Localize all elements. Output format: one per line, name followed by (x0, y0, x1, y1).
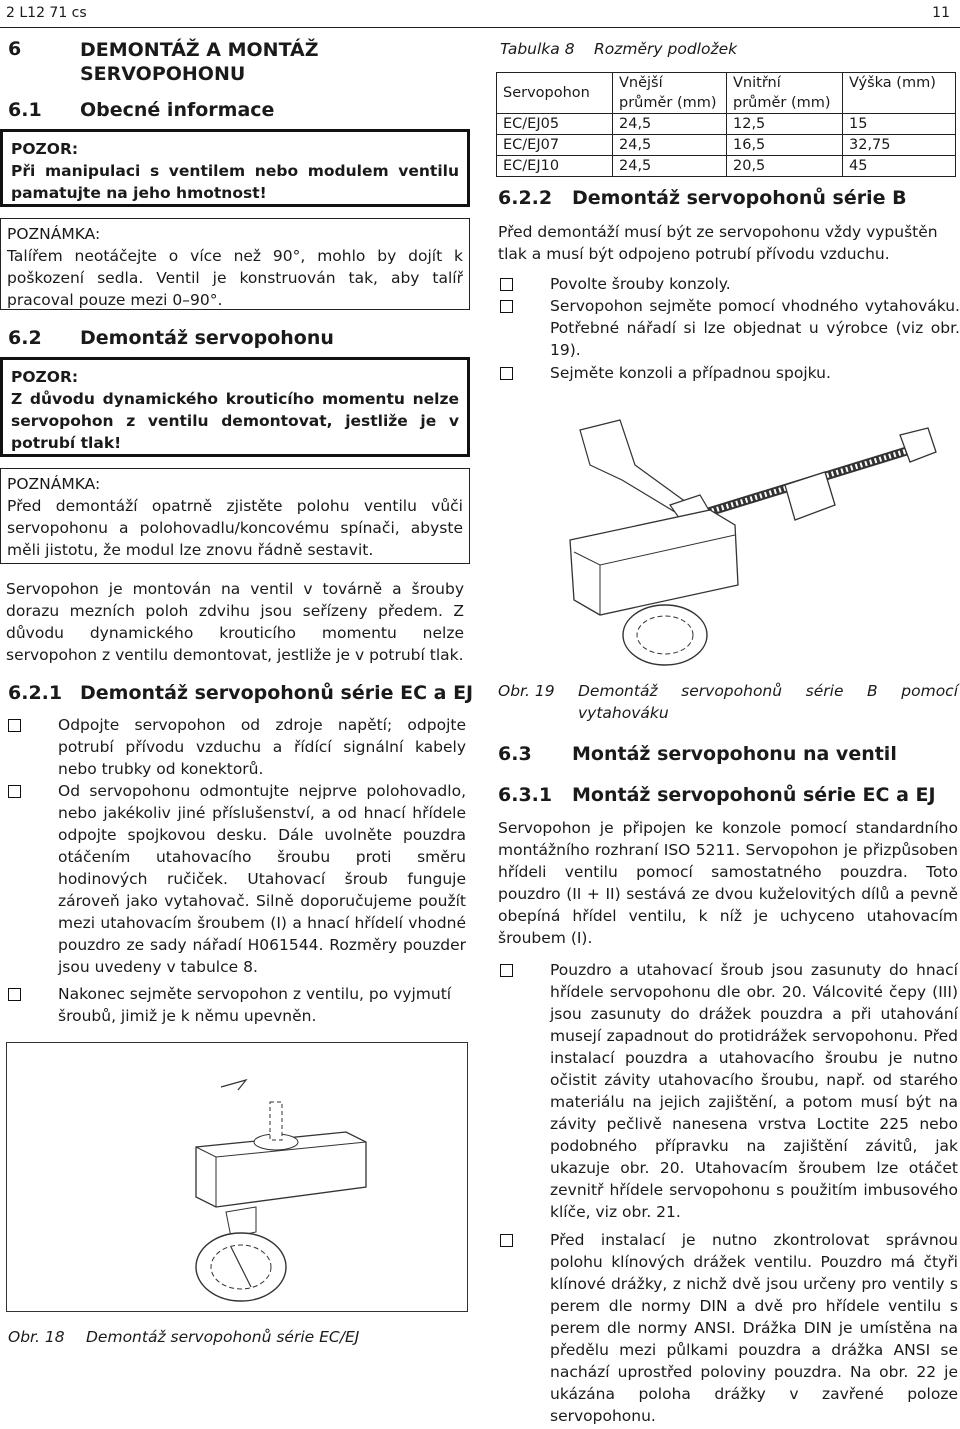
table-cell: 12,5 (727, 114, 843, 135)
note-box-position (0, 468, 470, 564)
table-8-number: Tabulka 8 (500, 40, 575, 58)
section-6-3-1-number: 6.3.1 (498, 784, 553, 806)
checkbox-icon (8, 785, 21, 798)
checkbox-icon (500, 1234, 513, 1247)
section-6-2-title: Demontáž servopohonu (80, 327, 334, 349)
list-item: Odpojte servopohon od zdroje napětí; odpojte potrubí přívodu vzduchu a řídící signální kabely nebo trubky od konektorů. (58, 716, 466, 778)
checkbox-icon (8, 988, 21, 1001)
table-row (497, 156, 956, 177)
note-text: Před demontáží opatrně zjistěte polohu ventilu vůči servopohonu a polohovadlu/koncovému spínači, abyste měli jistotu, že modul lze znovu řádně sestavit. (7, 497, 463, 559)
table-cell: 15 (843, 114, 956, 135)
caution-text: Z důvodu dynamického krouticího momentu nelze servopohon z ventilu demontovat, jestliže je v potrubí tlak! (11, 390, 459, 452)
caution-box-pressure (0, 357, 470, 457)
table-cell: 45 (843, 156, 956, 177)
figure-18-caption: Demontáž servopohonů série EC/EJ (86, 1328, 360, 1346)
note-text: Talířem neotáčejte o více než 90°, mohlo by dojít k poškození sedla. Ventil je konstruován tak, aby talíř pracoval pouze mezi 0–90°. (7, 247, 463, 309)
table-8-title: Rozměry podložek (594, 40, 738, 58)
figure-19-caption: Demontáž servopohonů série B pomocí vytahováku (578, 682, 958, 722)
table-header-cell: Vnější průměr (mm) (613, 73, 727, 114)
document-code: 2 L12 71 cs (6, 5, 87, 21)
list-item: Servopohon sejměte pomocí vhodného vytahováku. Potřebné nářadí si lze objednat u výrobce (viz obr. 19). (550, 297, 960, 359)
table-row (497, 135, 956, 156)
table-cell: EC/EJ07 (497, 135, 613, 156)
note-box-rotation (0, 218, 470, 310)
table-header-cell: Výška (mm) (843, 73, 956, 114)
section-6-number: 6 (8, 38, 22, 60)
caution-text: Při manipulaci s ventilem nebo modulem ventilu pamatujte na jeho hmotnost! (11, 162, 459, 202)
note-label: POZNÁMKA: (7, 225, 101, 243)
list-item: Od servopohonu odmontujte nejprve polohovadlo, nebo jakékoliv jiné příslušenství, a od hnací hřídele odpojte spojkovou desku. Dále uvolněte pouzdra otáčením utahovacího šroubu proti směru hodinových ručiček. Utahovací šroub funguje zároveň jako vytahovač. Silně doporučujeme použít mezi utahovacím šroubem (I) a hnací hřídelí vhodné pouzdro ze sady nářadí H061544. Rozměry pouzder jsou uvedeny v tabulce 8. (58, 782, 466, 976)
table-cell: 24,5 (613, 114, 727, 135)
caution-label: POZOR: (11, 368, 79, 386)
table-header-row (497, 73, 956, 114)
caution-box-handling (0, 129, 470, 207)
section-6-2-1-number: 6.2.1 (8, 682, 63, 704)
list-item: Povolte šrouby konzoly. (550, 275, 731, 293)
table-header-cell: Vnitřní průměr (mm) (727, 73, 843, 114)
checkbox-icon (500, 367, 513, 380)
table-cell: 24,5 (613, 156, 727, 177)
dimensions-table (496, 72, 956, 177)
checkbox-icon (500, 300, 513, 313)
section-6-2-2-number: 6.2.2 (498, 187, 553, 209)
table-cell: 16,5 (727, 135, 843, 156)
section-6-3-1-intro: Servopohon je připojen ke konzole pomocí standardního montážního rozhraní ISO 5211. Servopohon je přizpůsoben hřídeli ventilu pomocí samostatného pouzdra. Toto pouzdro (II + II) sestává ze dvou kuželovitých dílů a pevně obepíná hřídel ventilu, k níž je uchyceno utahovacím šroubem (I). (498, 819, 958, 947)
paragraph-factory-mounting: Servopohon je montován na ventil v továrně a šrouby dorazu mezních poloh zdvihu jsou seřízeny předem. Z důvodu dynamického krouticího momentu nelze servopohon z ventilu demontovat, jestliže je v potrubí tlak. (6, 580, 464, 664)
figure-19-number: Obr. 19 (498, 682, 555, 700)
section-6-3-1-title: Montáž servopohonů série EC a EJ (572, 784, 936, 806)
section-6-3-title: Montáž servopohonu na ventil (572, 743, 897, 765)
table-cell: EC/EJ10 (497, 156, 613, 177)
figure-19-puller-illustration (560, 410, 960, 670)
figure-18-number: Obr. 18 (8, 1328, 65, 1346)
note-label: POZNÁMKA: (7, 475, 101, 493)
table-cell: 24,5 (613, 135, 727, 156)
section-6-3-number: 6.3 (498, 743, 532, 765)
section-6-2-1-title: Demontáž servopohonů série EC a EJ (80, 682, 474, 704)
section-6-title: DEMONTÁŽ A MONTÁŽ SERVOPOHONU (80, 39, 319, 85)
section-6-1-title: Obecné informace (80, 99, 275, 121)
table-row (497, 114, 956, 135)
checkbox-icon (500, 278, 513, 291)
table-header-cell: Servopohon (497, 73, 613, 114)
figure-18-actuator-removal-illustration (6, 1042, 468, 1312)
list-item: Sejměte konzoli a případnou spojku. (550, 364, 831, 382)
section-6-2-number: 6.2 (8, 327, 42, 349)
table-cell: EC/EJ05 (497, 114, 613, 135)
section-6-2-2-title: Demontáž servopohonů série B (572, 187, 907, 209)
section-6-1-number: 6.1 (8, 99, 42, 121)
header-divider (0, 27, 960, 28)
checkbox-icon (500, 964, 513, 977)
caution-label: POZOR: (11, 140, 79, 158)
list-item: Před instalací je nutno zkontrolovat správnou polohu klínových drážek ventilu. Pouzdro má čtyři klínové drážky, z nichž dvě jsou určeny pro ventily s perem dle normy DIN a dvě pro hřídele ventilu s perem dle normy ANSI. Drážka DIN je umístěna na předělu mezi půlkami pouzdra a drážka ANSI se nachází uprostřed poloviny pouzdra. Na obr. 22 je ukázána poloha drážky v zavřené poloze servopohonu. (550, 1231, 958, 1425)
section-6-2-2-intro: Před demontáží musí být ze servopohonu vždy vypuštěn tlak a musí být odpojeno potrubí přívodu vzduchu. (498, 223, 938, 263)
table-cell: 32,75 (843, 135, 956, 156)
page-number: 11 (932, 5, 950, 21)
checkbox-icon (8, 719, 21, 732)
list-item: Pouzdro a utahovací šroub jsou zasunuty do hnací hřídele servopohonu dle obr. 20. Válcovité čepy (III) jsou zasunuty do drážek pouzdra a při utahování musejí zapadnout do protidrážek servopohonu. Před instalací pouzdra a utahovacího šroubu je nutno očistit závity utahovacího šroubu, např. od starého materiálu na jejich zajištění, a potom musí být na závity pečlivě nanesena vrstva Loctite 225 nebo podobného přípravku na zajištění závitů, jak ukazuje obr. 20. Utahovacím šroubem lze otáčet zevnitř hřídele servopohonu s použitím imbusového klíče, viz obr. 21. (550, 961, 958, 1221)
list-item: Nakonec sejměte servopohon z ventilu, po vyjmutí šroubů, jimiž je k němu upevněn. (58, 985, 452, 1025)
table-cell: 20,5 (727, 156, 843, 177)
